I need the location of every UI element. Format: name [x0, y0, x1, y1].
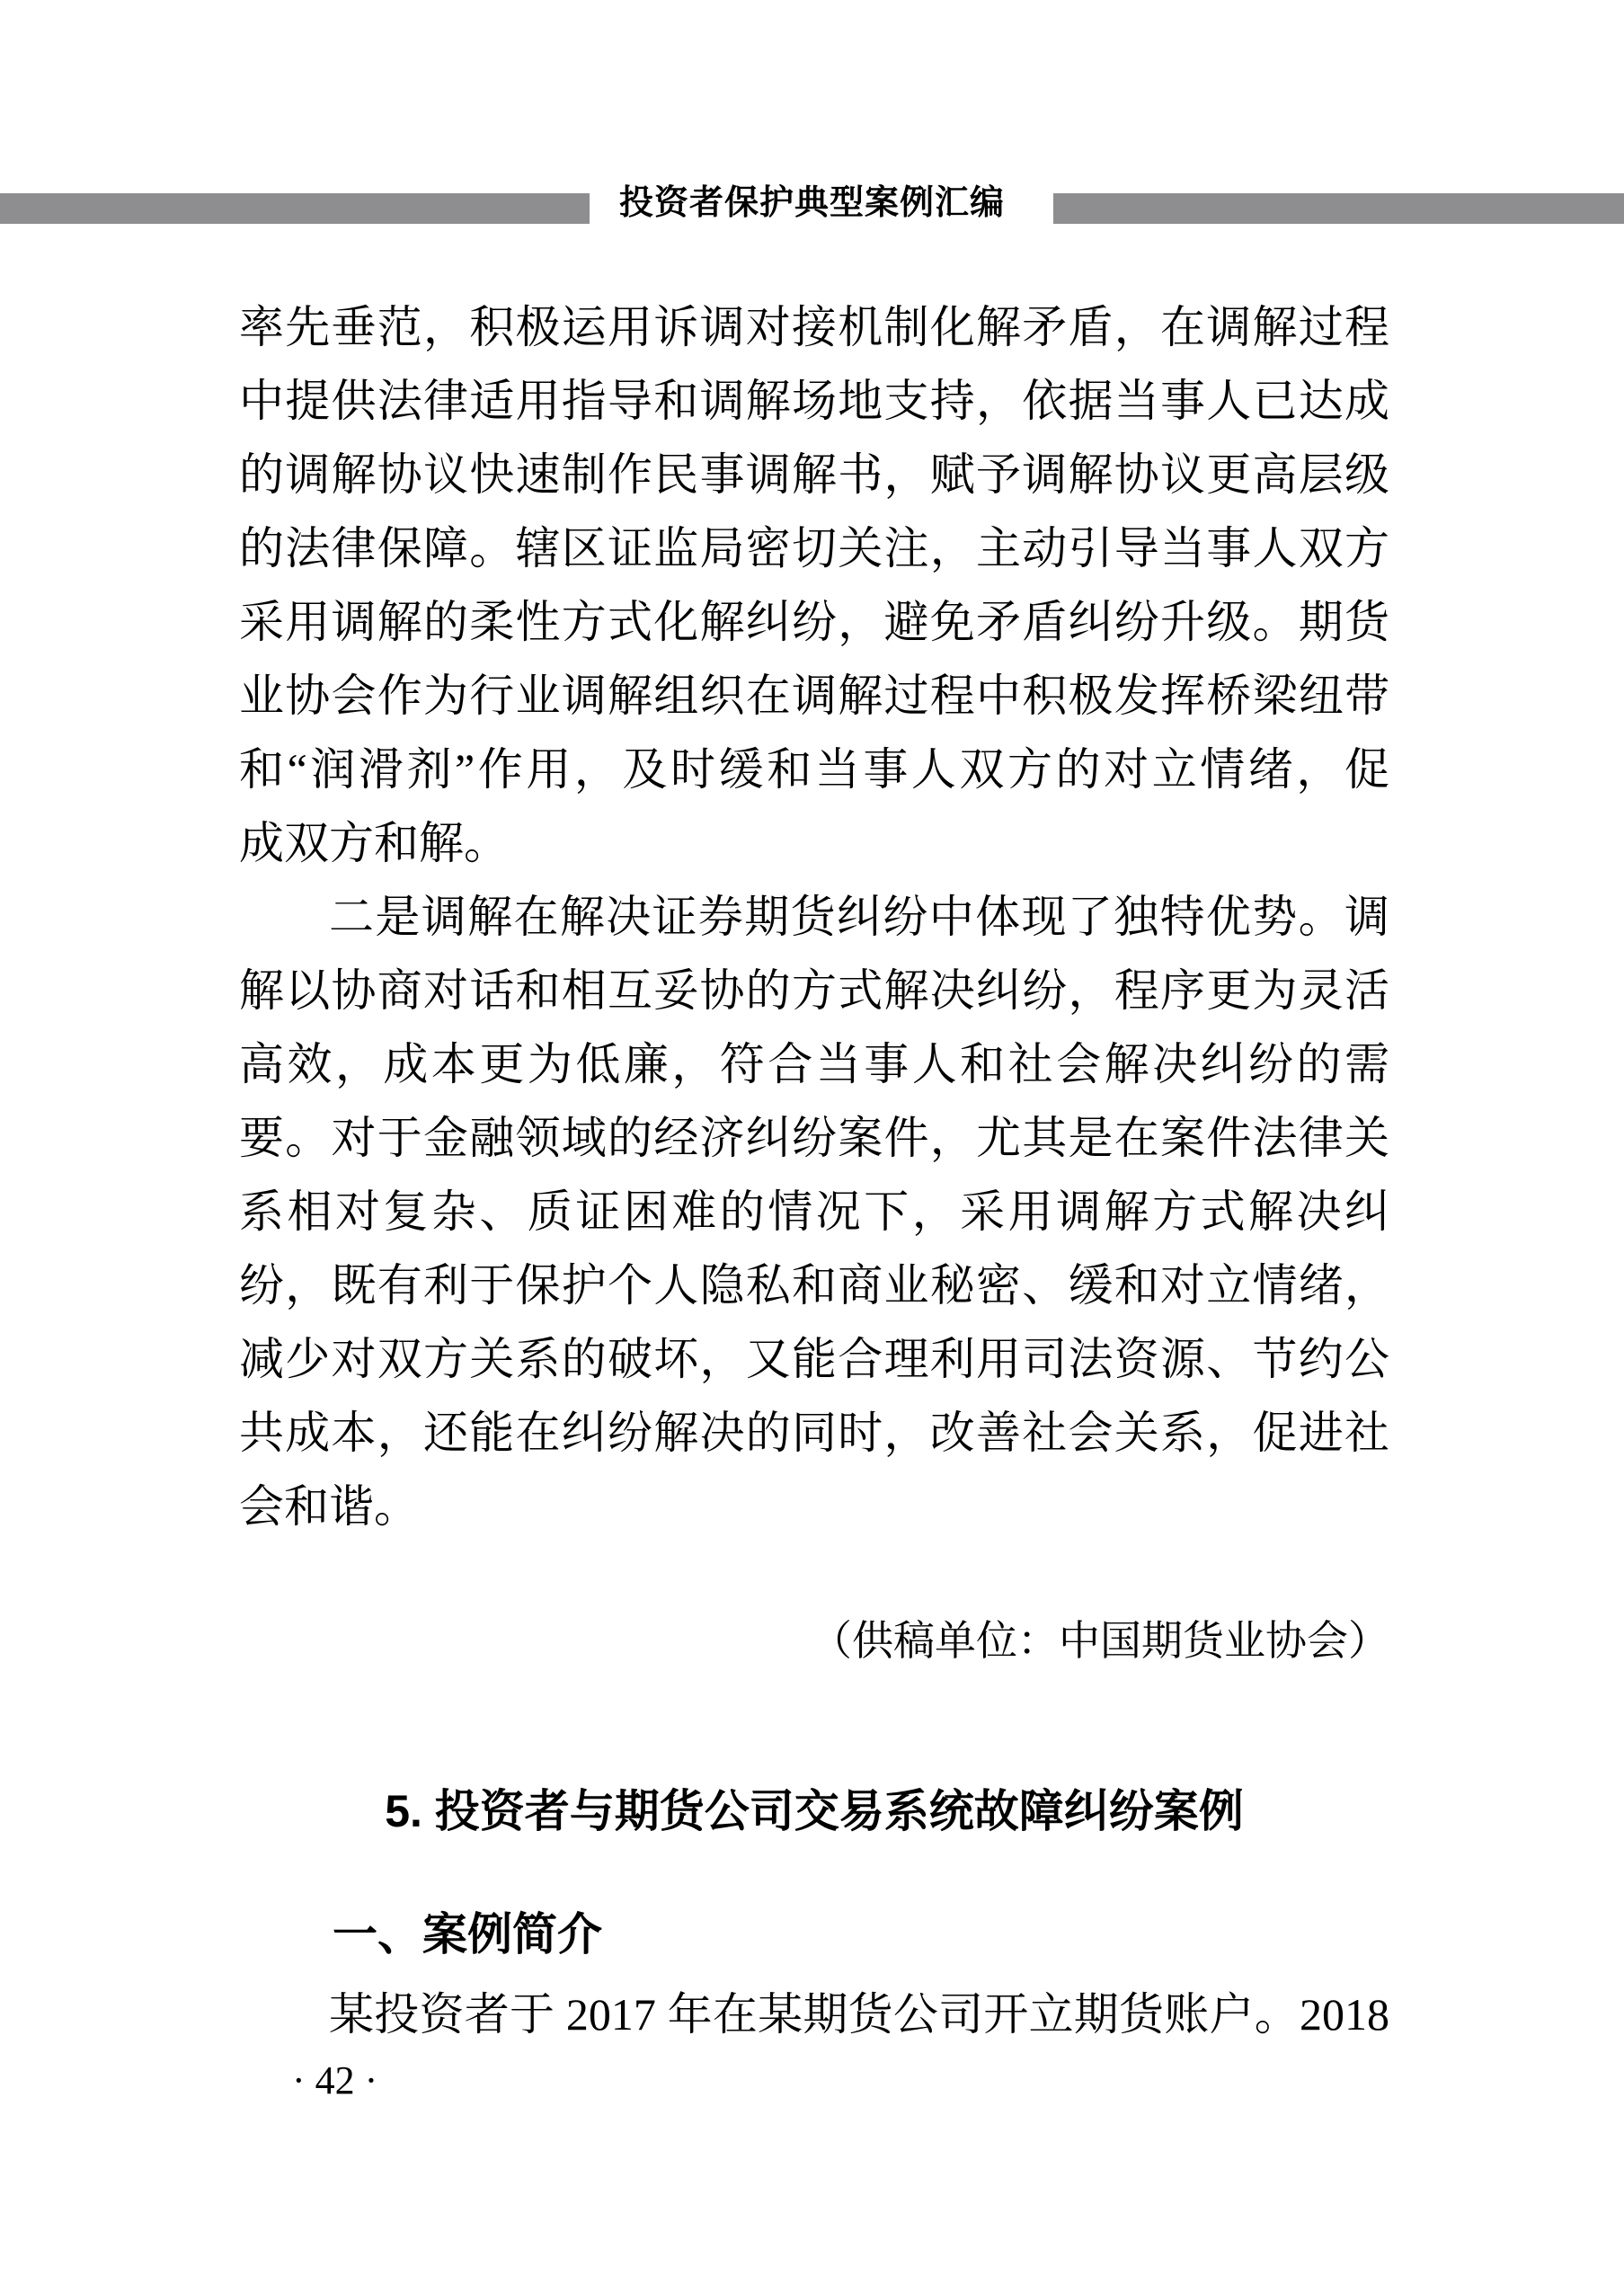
body-line: 高效，成本更为低廉，符合当事人和社会解决纠纷的需 [239, 1039, 1389, 1089]
body-line: 中提供法律适用指导和调解场地支持，依据当事人已达成 [239, 376, 1389, 426]
body-line: 率先垂范，积极运用诉调对接机制化解矛盾，在调解过程 [239, 302, 1389, 352]
body-line: 成双方和解。 [239, 818, 509, 868]
section-heading: 5. 投资者与期货公司交易系统故障纠纷案例 [385, 1786, 1244, 1836]
body-line: 解以协商对话和相互妥协的方式解决纠纷，程序更为灵活 [239, 965, 1389, 1016]
body-line: 共成本，还能在纠纷解决的同时，改善社会关系，促进社 [239, 1408, 1389, 1458]
body-line: 要。对于金融领域的经济纠纷案件，尤其是在案件法律关 [239, 1113, 1389, 1163]
body-line: 某投资者于 2017 年在某期货公司开立期货账户。2018 [329, 1989, 1389, 2040]
body-line: 采用调解的柔性方式化解纠纷，避免矛盾纠纷升级。期货 [239, 597, 1389, 647]
body-line: 业协会作为行业调解组织在调解过程中积极发挥桥梁纽带 [239, 671, 1389, 721]
body-line: 二是调解在解决证券期货纠纷中体现了独特优势。调 [329, 892, 1389, 942]
body-line: 和“润滑剂”作用，及时缓和当事人双方的对立情绪，促 [239, 744, 1389, 795]
body-text [239, 290, 1389, 1543]
attribution-line: （供稿单位：中国期货业协会） [811, 1616, 1389, 1665]
page-number: · 42 · [292, 2058, 378, 2102]
paragraph-2 [239, 880, 1389, 1543]
body-line: 减少对双方关系的破坏，又能合理利用司法资源、节约公 [239, 1334, 1389, 1384]
body-line: 会和谐。 [239, 1481, 419, 1532]
paragraph-3 [239, 1977, 1389, 2051]
paragraph-1 [239, 290, 1389, 880]
body-line: 纷，既有利于保护个人隐私和商业秘密、缓和对立情绪， [239, 1260, 1389, 1311]
subsection-heading: 一、案例简介 [333, 1909, 602, 1960]
running-header-title: 投资者保护典型案例汇编 [618, 184, 1005, 222]
body-line: 的法律保障。辖区证监局密切关注，主动引导当事人双方 [239, 523, 1389, 573]
body-line: 系相对复杂、质证困难的情况下，采用调解方式解决纠 [239, 1186, 1389, 1237]
body-line: 的调解协议快速制作民事调解书，赋予调解协议更高层级 [239, 449, 1389, 500]
